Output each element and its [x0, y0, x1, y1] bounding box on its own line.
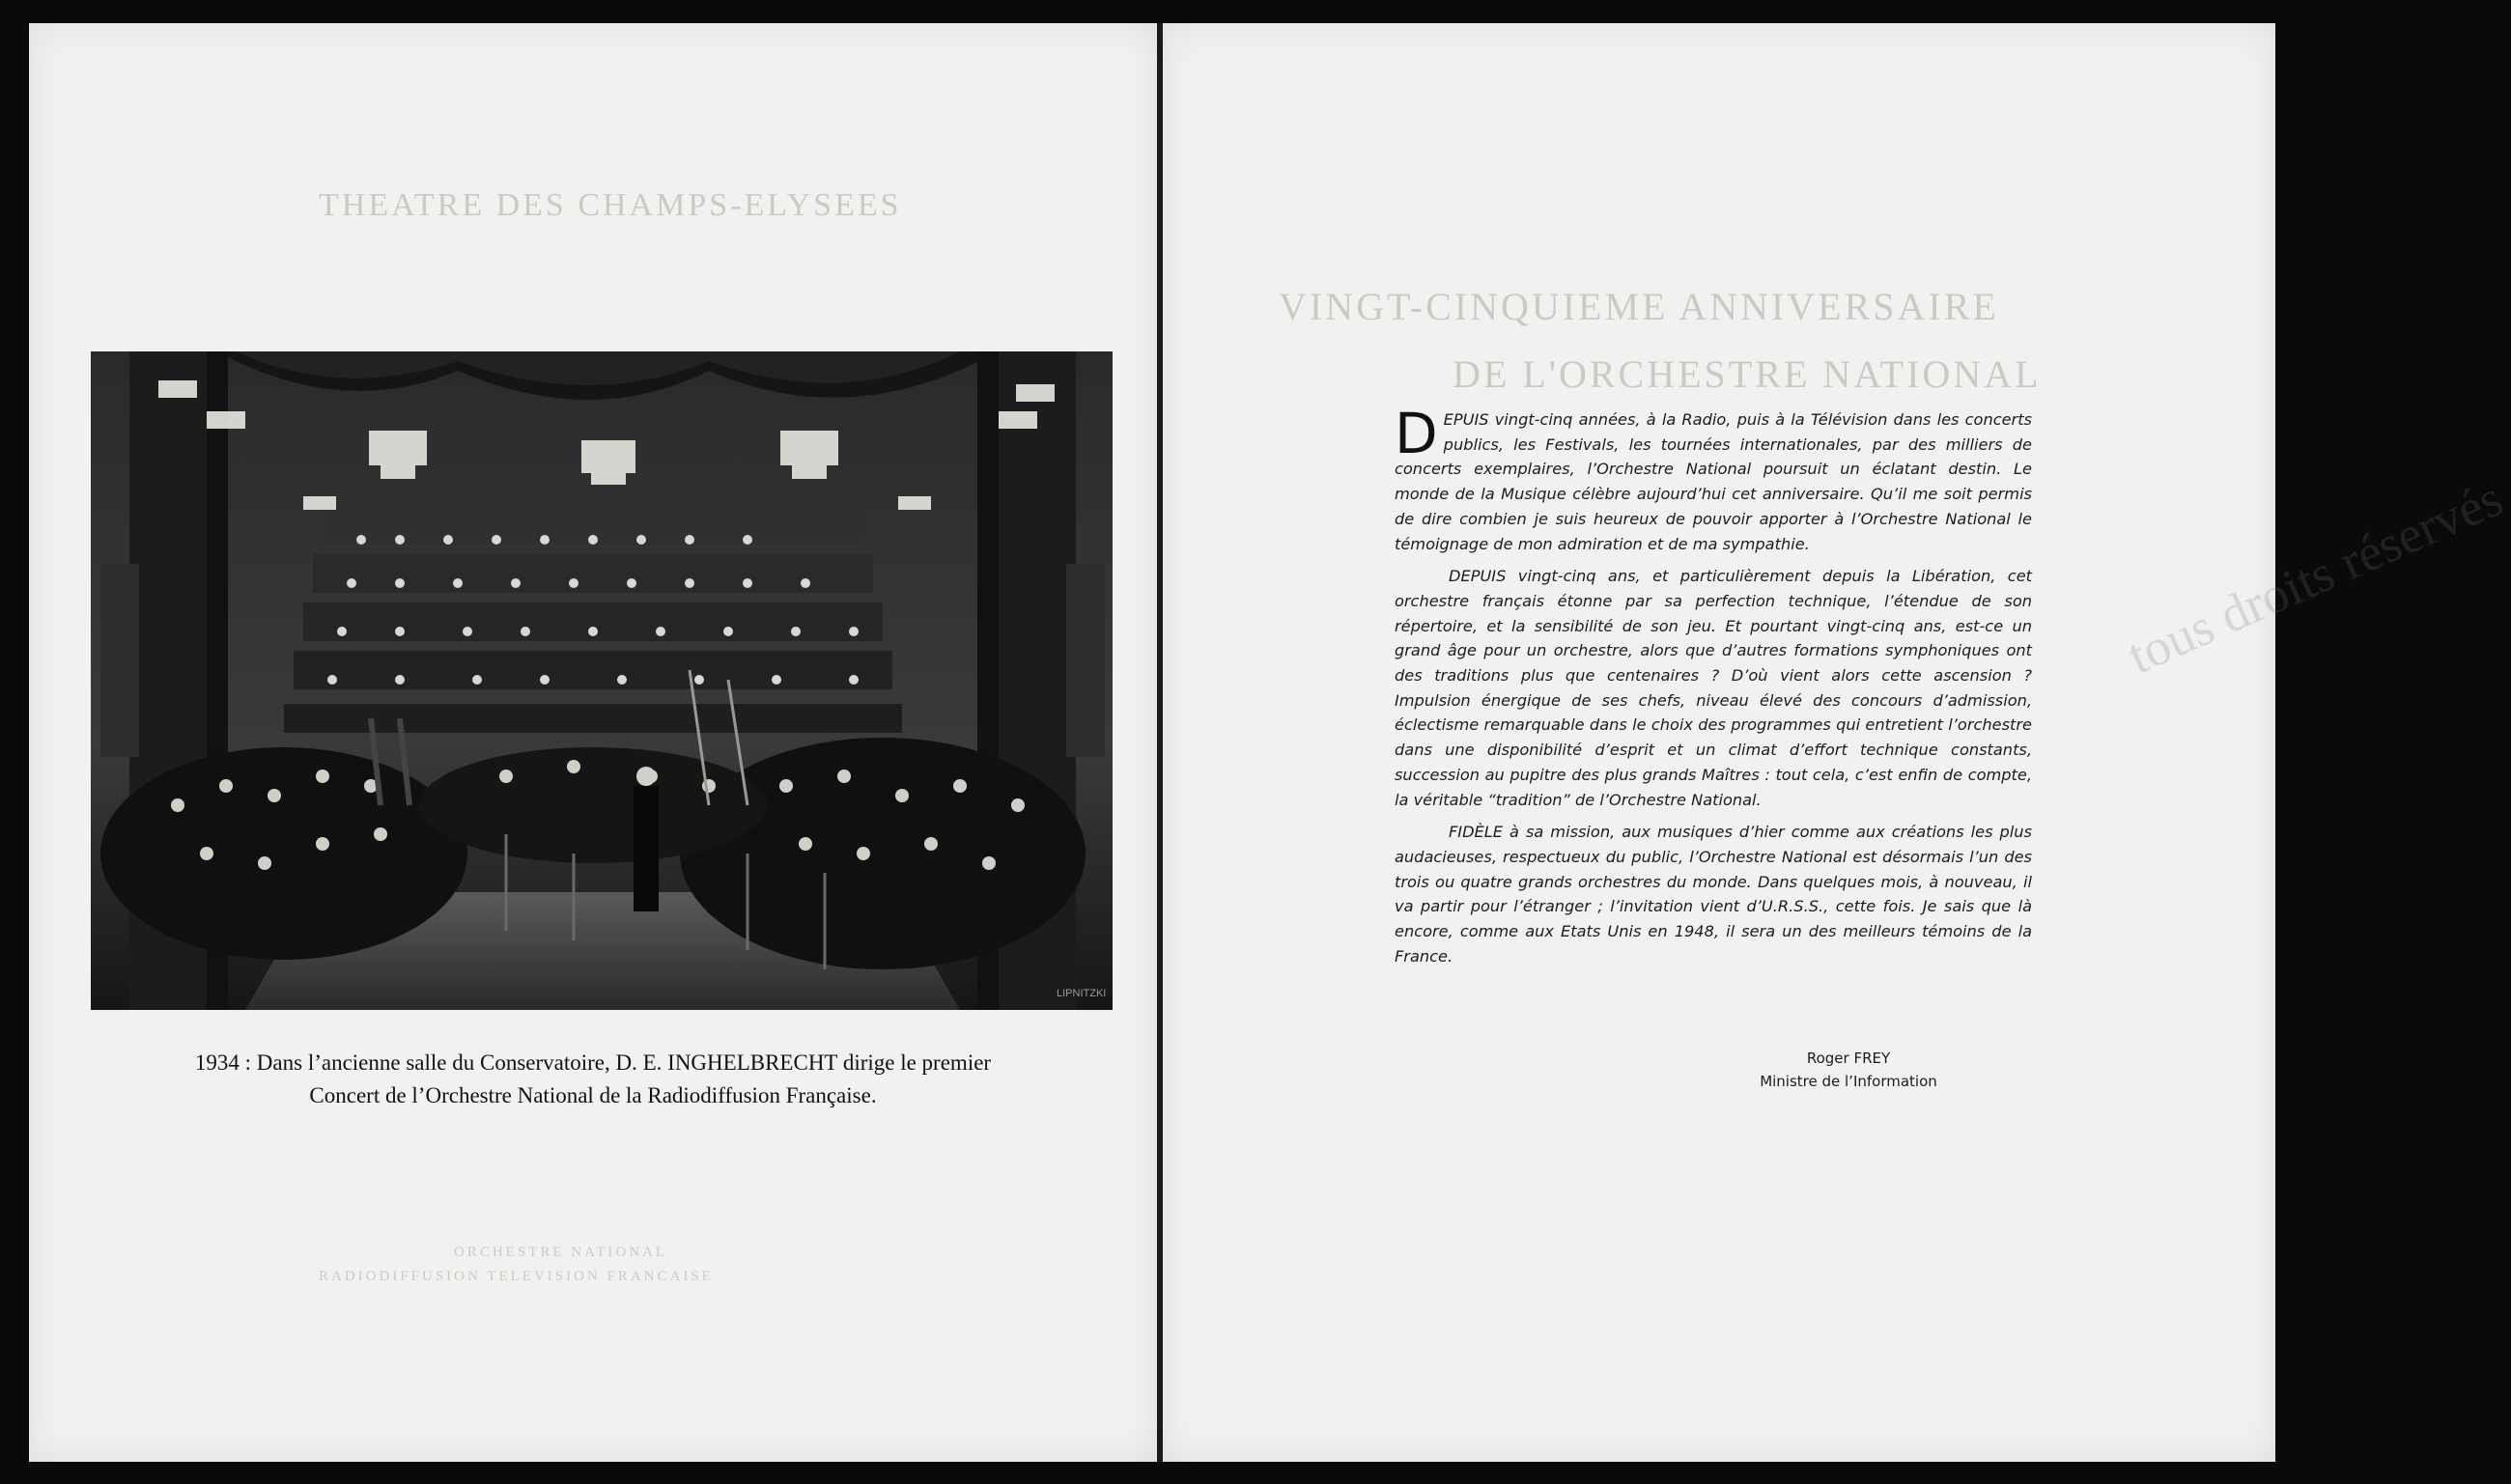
- show-through-title: THEATRE DES CHAMPS-ELYSEES: [319, 187, 902, 223]
- show-through-line: RADIODIFFUSION TELEVISION FRANCAISE: [319, 1269, 714, 1284]
- orchestra-photo-image: [91, 351, 1113, 1010]
- orchestra-photo: [91, 351, 1113, 1010]
- paragraph-2: DEPUIS vingt-cinq ans, et particulièrement depuis la Libération, cet orchestre français étonne par sa perfection technique, l’étendue de son répertoire, et la sensibilité de son jeu. Et pourtant vingt-cinq ans, est-ce un grand âge pour un orchestre, alors que d’autres formations symphoniques ont des traditions plus que centenaires ? D’où vient alors cette ascension ? Impulsion énergique de ses chefs, niveau élevé des concours d’admission, éclectisme remarquable dans le choix des programmes qui entretient l’orchestre dans une disponibilité d’esprit et un climat d’effort technique constants, succession au pupitre des plus grands Maîtres : tout cela, c’est enfin de compte, la véritable “tradition” de l’Orchestre National.: [1395, 567, 2032, 809]
- paragraph-1-text: EPUIS vingt-cinq années, à la Radio, puis à la Télévision dans les concerts publics, les Festivals, les tournées internationales, par des milliers de concerts exemplaires, l’Orchestre National poursuit un éclatant destin. Le monde de la Musique célèbre aujourd’hui cet anniversaire. Qu’il me soit permis de dire combien je suis heureux de pouvoir apporter à l’Orchestre National le témoignage de mon admiration et de ma sympathie.: [1395, 410, 2032, 553]
- right-page: [1163, 23, 2511, 1462]
- signatory-name: Roger FREY: [1806, 1050, 1891, 1067]
- paragraph-1: [1395, 401, 2032, 556]
- show-through-heading: DE L'ORCHESTRE NATIONAL: [1453, 352, 2042, 396]
- left-page: [29, 23, 1157, 1462]
- paragraph-3: FIDÈLE à sa mission, aux musiques d’hier comme aux créations les plus audacieuses, respectueux du public, l’Orchestre National est désormais l’un des trois ou quatre grands orchestres du monde. Dans quelques mois, à nouveau, il va partir pour l’étranger ; l’invitation vient d’U.R.S.S., cette fois. Je sais que là encore, comme aux Etats Unis en 1948, il sera un des meilleurs témoins de la France.: [1395, 823, 2032, 966]
- photo-credit: LIPNITZKI: [1057, 988, 1107, 999]
- signatory-title: Ministre de l’Information: [1760, 1073, 1937, 1090]
- signature-block: [1704, 1047, 1993, 1093]
- show-through-heading: VINGT-CINQUIEME ANNIVERSAIRE: [1279, 285, 1999, 328]
- watermark: tous droits réservés: [2119, 468, 2511, 686]
- caption-line-1: 1934 : Dans l’ancienne salle du Conservatoire, D. E. INGHELBRECHT dirige le premier: [194, 1050, 992, 1075]
- photo-caption: [29, 1047, 1157, 1112]
- show-through-line: ORCHESTRE NATIONAL: [454, 1245, 668, 1260]
- drop-cap: D: [1395, 401, 1438, 466]
- caption-line-2: Concert de l’Orchestre National de la Radiodiffusion Française.: [309, 1083, 877, 1107]
- letter-body: [1395, 401, 2032, 976]
